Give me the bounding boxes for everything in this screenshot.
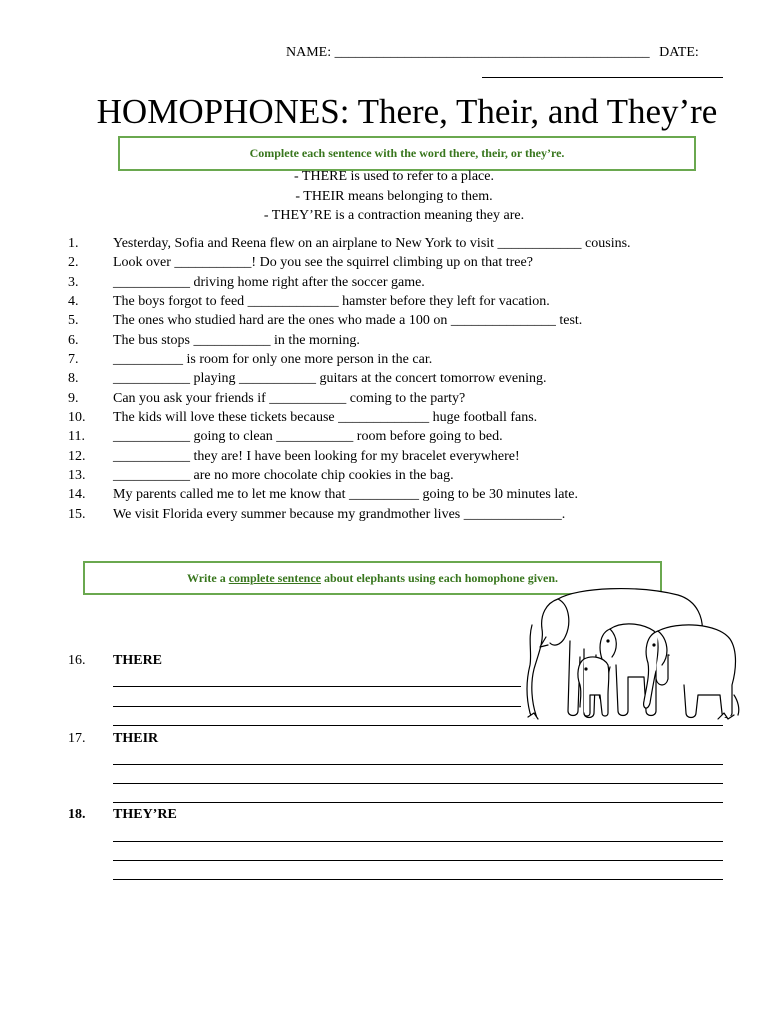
sentence-item [68, 389, 631, 408]
sentence-text[interactable]: Look over ___________! Do you see the squirrel climbing up on that tree? [113, 255, 533, 271]
sentence-list [68, 234, 631, 524]
sentence-text[interactable]: The bus stops ___________ in the morning. [113, 332, 360, 348]
sentence-item [68, 466, 631, 485]
answer-line[interactable] [113, 841, 723, 842]
sentence-number: 10. [68, 409, 86, 425]
writing-number: 17. [68, 731, 86, 746]
sentence-number: 1. [68, 236, 79, 251]
sentence-text[interactable]: My parents called me to let me know that __________ going to be 30 minutes late. [113, 487, 579, 503]
page-title: HOMOPHONES: There, Their, and They’re [96, 92, 718, 131]
writing-word: THEY’RE [113, 807, 177, 822]
writing-item-there [68, 653, 162, 669]
sentence-number: 9. [68, 390, 79, 406]
sentence-text[interactable]: ___________ playing ___________ guitars at the concert tomorrow evening. [113, 371, 547, 387]
date-blank[interactable] [482, 77, 723, 78]
rules-list [0, 167, 768, 226]
sentence-item [68, 253, 631, 272]
sentence-text[interactable]: ___________ driving home right after the soccer game. [113, 274, 425, 290]
sentence-number: 14. [68, 487, 86, 503]
writing-instructions-text [187, 571, 558, 586]
sentence-text[interactable]: The boys forgot to feed _____________ hamster before they left for vacation. [113, 293, 550, 309]
rule-their: - THEIR means belonging to them. [295, 188, 493, 204]
sentence-item [68, 447, 631, 466]
writing-instructions-before: Write a [186, 570, 229, 585]
writing-instructions-after: about elephants using each homophone given. [321, 570, 559, 585]
answer-line[interactable] [113, 860, 723, 861]
sentence-text[interactable]: ___________ are no more chocolate chip cookies in the bag. [113, 467, 454, 483]
sentence-item [68, 234, 631, 253]
sentence-number: 11. [68, 429, 85, 445]
answer-line[interactable] [113, 879, 723, 880]
date-label: DATE: [659, 45, 699, 60]
rule-theyre: - THEY’RE is a contraction meaning they are. [263, 208, 525, 223]
sentence-number: 15. [68, 506, 86, 522]
sentence-number: 6. [68, 332, 79, 348]
name-blank[interactable]: _____________________________________________ [334, 45, 650, 60]
answer-line[interactable] [113, 686, 521, 687]
sentence-item [68, 369, 631, 388]
sentence-item [68, 485, 631, 504]
writing-word: THERE [113, 653, 163, 668]
sentence-item [68, 331, 631, 350]
sentence-item [68, 408, 631, 427]
writing-item-theyre [68, 807, 177, 823]
sentence-text[interactable]: ___________ going to clean ___________ room before going to bed. [113, 429, 503, 445]
answer-line[interactable] [113, 764, 723, 765]
sentence-item [68, 292, 631, 311]
writing-number: 18. [68, 807, 86, 822]
sentence-item [68, 311, 631, 330]
sentence-item [68, 273, 631, 292]
sentence-number: 8. [68, 371, 79, 387]
sentence-text[interactable]: The ones who studied hard are the ones who made a 100 on _______________ test. [113, 313, 583, 329]
answer-line[interactable] [113, 706, 521, 707]
name-label: NAME: [286, 45, 332, 60]
sentence-number: 4. [68, 293, 79, 309]
sentence-item [68, 505, 631, 524]
sentence-text[interactable]: Yesterday, Sofia and Reena flew on an airplane to New York to visit ____________ cousins. [113, 236, 631, 251]
writing-word: THEIR [113, 731, 159, 746]
sentence-number: 12. [68, 448, 86, 464]
writing-number: 16. [68, 653, 86, 668]
sentence-number: 5. [68, 313, 79, 329]
sentence-number: 13. [68, 467, 86, 483]
sentence-text[interactable]: We visit Florida every summer because my grandmother lives ______________. [113, 506, 566, 522]
answer-line[interactable] [113, 783, 723, 784]
sentence-item [68, 427, 631, 446]
elephants-illustration [518, 585, 740, 725]
writing-instructions-underlined: complete sentence [228, 570, 321, 585]
writing-item-their [68, 731, 158, 747]
answer-line[interactable] [113, 725, 723, 726]
sentence-text[interactable]: The kids will love these tickets because _____________ huge football fans. [113, 409, 538, 425]
instructions-box [118, 136, 696, 171]
answer-line[interactable] [113, 802, 723, 803]
sentence-number: 2. [68, 255, 79, 271]
rule-there: - THERE is used to refer to a place. [294, 169, 494, 184]
sentence-text[interactable]: __________ is room for only one more person in the car. [113, 351, 433, 367]
instructions-text: Complete each sentence with the word there, their, or they’re. [249, 146, 565, 160]
sentence-text[interactable]: Can you ask your friends if ___________ coming to the party? [113, 390, 466, 406]
sentence-number: 7. [68, 351, 79, 367]
sentence-text[interactable]: ___________ they are! I have been looking for my bracelet everywhere! [113, 448, 520, 464]
sentence-item [68, 350, 631, 369]
name-date-line [286, 45, 699, 61]
sentence-number: 3. [68, 274, 79, 290]
